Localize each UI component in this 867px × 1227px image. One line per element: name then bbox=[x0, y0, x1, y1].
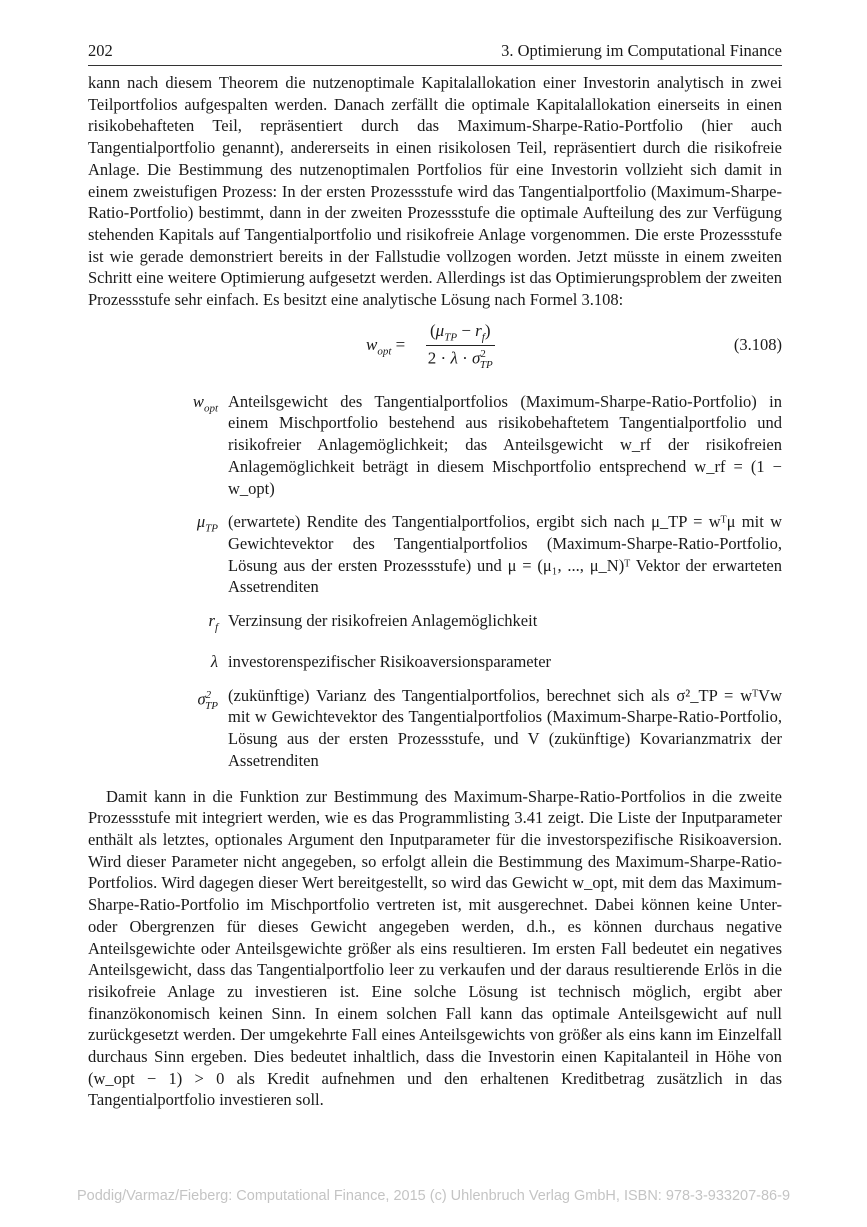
equation-3-108 bbox=[88, 319, 782, 379]
definition-text: Anteilsgewicht des Tangentialportfolios (Maximum-Sharpe-Ratio-Portfolio) in einem Mischportfolio bestehend aus risikobehaftetem Tangentialportfolio und risikofreier Anlagemöglichkeit; das Anteilsgewicht w_rf der risikofreien Anlagemöglichkeit beträgt in diesem Mischportfolio entsprechend w_rf = (1 − w_opt) bbox=[228, 391, 782, 498]
definition-item bbox=[88, 685, 782, 772]
definition-symbol: $\sigma^2_{TP}$ bbox=[197, 688, 218, 712]
definition-symbol: $\mu_{TP}$ bbox=[196, 512, 218, 535]
intro-paragraph: kann nach diesem Theorem die nutzenoptimale Kapitalallokation einer Investorin analytisch in zwei Teilportfolios aufgespalten werden. Danach zerfällt die optimale Kapitalallokation einerseits in einen risikobehafteten Teil, repräsentiert durch das Maximum-Sharpe-Ratio-Portfolio (hier auch Tangentialportfolio genannt), andererseits in einen risikolosen Teil, repräsentiert durch die risikofreie Anlage. Die Bestimmung des nutzenoptimalen Portfolios für eine Investorin vollzieht sich damit in einem zweistufigen Prozess: In der ersten Prozessstufe wird das Tangentialportfolio (Maximum-Sharpe-Ratio-Portfolio) bestimmt, dann in der zweiten Prozessstufe die optimale Aufteilung des zur Verfügung stehenden Kapitals auf Tangentialportfolio und risikofreie Anlage vorgenommen. Die erste Prozessstufe ist wie gerade demonstriert bereits in der Fallstudie vollzogen worden. Jetzt müsste in einem zweiten Schritt eine weitere Optimierung aufgesetzt werden. Allerdings ist das Optimierungsproblem der zweiten Prozessstufe sehr einfach. Es besitzt eine analytische Lösung nach Formel 3.108: bbox=[88, 73, 782, 310]
definition-item bbox=[88, 610, 782, 639]
document-page bbox=[88, 40, 782, 1111]
definition-text: Verzinsung der risikofreien Anlagemöglichkeit bbox=[228, 611, 538, 631]
copyright-footer: Poddig/Varmaz/Fieberg: Computational Finance, 2015 (c) Uhlenbruch Verlag GmbH, ISBN: 978-3-933207-86-9 bbox=[76, 1188, 791, 1204]
equation-numerator: $(\mu_{TP} - r_f)$ bbox=[426, 321, 495, 346]
symbol-definitions bbox=[88, 391, 782, 772]
main-paragraph: Damit kann in die Funktion zur Bestimmung des Maximum-Sharpe-Ratio-Portfolios in die zweite Prozessstufe mit integriert werden, wie es das Programmlisting 3.41 zeigt. Die Liste der Inputparameter enthält als letztes, optionales Argument den Inputparameter für die investorspezifische Risikoaversion. Wird dieser Parameter nicht angegeben, so erfolgt allein die Bestimmung des Maximum-Sharpe-Ratio-Portfolios. Wird dagegen dieser Wert bereitgestellt, so wird das Gewicht w_opt, mit dem das Maximum-Sharpe-Ratio-Portfolio im Mischportfolio vertreten ist, mit ausgerechnet. Dabei können keine Unter- oder Obergrenzen für dieses Gewicht angegeben werden, d.h., es können durchaus negative Anteilsgewichte oder Anteilsgewichte größer als eins resultieren. Im ersten Fall bedeutet ein negatives Anteilsgewicht, dass das Tangentialportfolio leer zu verkaufen und der daraus resultierende Erlös in die risikofreie Anlage zu investieren ist. Eine solche Lösung ist technisch möglich, ergibt aber finanzökonomisch keinen Sinn. In einem solchen Fall kann das optimale Anteilsgewicht auf null zurückgesetzt werden. Der umgekehrte Fall eines Anteilsgewichts von größer als eins kann im Einzelfall durchaus Sinn ergeben. Dies bedeutet inhaltlich, dass die Investorin einen Kapitalanteil in Höhe von (w_opt − 1) > 0 als Kredit aufnehmen und den erhaltenen Kreditbetrag zusätzlich in das Tangentialportfolio investieren soll. bbox=[88, 786, 782, 1110]
equation-lhs: $w_{opt}$ = bbox=[366, 334, 406, 358]
running-header bbox=[88, 40, 782, 66]
definition-symbol: λ bbox=[210, 652, 218, 672]
definition-symbol: $w_{opt}$ bbox=[192, 391, 218, 415]
equation-denominator: $2 \cdot \lambda \cdot \sigma^2_{TP}$ bbox=[427, 348, 493, 372]
equation-fraction bbox=[426, 321, 495, 371]
definition-item bbox=[88, 391, 782, 500]
definition-symbol: $r_f$ bbox=[208, 611, 218, 634]
definition-text: investorenspezifischer Risikoaversionsparameter bbox=[228, 652, 552, 672]
page-number: 202 bbox=[88, 41, 113, 60]
equation-number: (3.108) bbox=[733, 334, 782, 354]
definition-item bbox=[88, 651, 782, 673]
definition-text: (zukünftige) Varianz des Tangentialportfolios, berechnet sich als σ²_TP = wᵀVw mit w Gewichtevektor des Tangentialportfolios (Maximum-Sharpe-Ratio-Portfolio, Lösung aus der ersten Prozessstufe, und V (zukünftige) Kovarianzmatrix der Assetrenditen bbox=[228, 685, 782, 770]
chapter-title: 3. Optimierung im Computational Finance bbox=[501, 41, 782, 60]
definition-text: (erwartete) Rendite des Tangentialportfolios, ergibt sich nach μ_TP = wᵀμ mit w Gewichtevektor des Tangentialportfolios (Maximum-Sharpe-Ratio-Portfolio, Lösung aus der ersten Prozessstufe) und μ = (μ₁, ..., μ_N)ᵀ Vektor der erwarteten Assetrenditen bbox=[228, 512, 782, 597]
definition-item bbox=[88, 511, 782, 598]
